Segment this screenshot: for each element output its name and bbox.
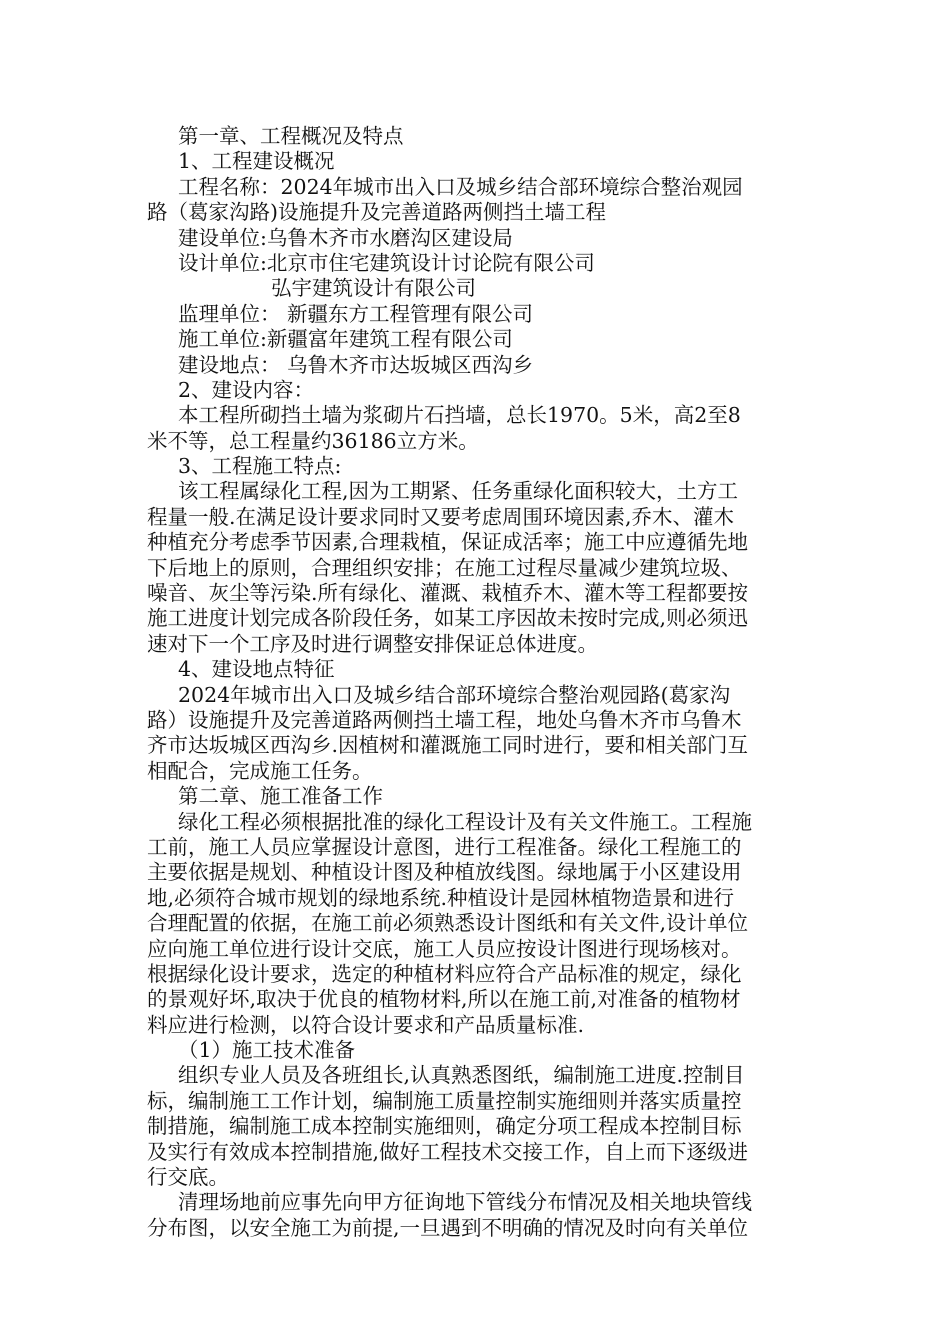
text-line: 监理单位： 新疆东方工程管理有限公司 [178, 301, 534, 326]
text-line: 施工进度计划完成各阶段任务，如某工序因故未按时完成,则必须迅 [147, 606, 749, 631]
text-line: 的景观好坏,取决于优良的植物材料,所以在施工前,对准备的植物材 [147, 987, 741, 1012]
text-line: 工程名称：2024年城市出入口及城乡结合部环境综合整治观园 [178, 174, 743, 199]
text-line: （1）施工技术准备 [178, 1038, 356, 1063]
text-line: 制措施，编制施工成本控制实施细则，确定分项工程成本控制目标 [147, 1114, 742, 1139]
text-line: 设计单位:北京市住宅建筑设计讨论院有限公司 [178, 250, 595, 275]
text-line: 料应进行检测，以符合设计要求和产品质量标准. [147, 1012, 585, 1037]
text-line: 清理场地前应事先向甲方征询地下管线分布情况及相关地块管线 [178, 1190, 752, 1215]
text-line: 米不等，总工程量约36186立方米。 [147, 428, 479, 453]
text-line: 标，编制施工工作计划，编制施工质量控制实施细则并落实质量控 [147, 1088, 742, 1113]
text-line: 建设地点： 乌鲁木齐市达坂城区西沟乡 [178, 352, 534, 377]
text-line: 1、工程建设概况 [178, 149, 335, 174]
text-line: 绿化工程必须根据批准的绿化工程设计及有关文件施工。工程施 [178, 809, 752, 834]
text-line: 程量一般.在满足设计要求同时又要考虑周围环境因素,乔木、灌木 [147, 504, 735, 529]
text-line: 建设单位:乌鲁木齐市水磨沟区建设局 [178, 225, 513, 250]
text-line: 4、建设地点特征 [178, 657, 335, 682]
text-line: 2、建设内容： [178, 377, 315, 402]
text-line: 工前，施工人员应掌握设计意图，进行工程准备。绿化工程施工的 [147, 834, 742, 859]
text-line: 合理配置的依据，在施工前必须熟悉设计图纸和有关文件,设计单位 [147, 911, 749, 936]
text-line: 及实行有效成本控制措施,做好工程技术交接工作，自上而下逐级进 [147, 1139, 749, 1164]
text-line: 根据绿化设计要求，选定的种植材料应符合产品标准的规定，绿化 [147, 961, 742, 986]
text-line: 路）设施提升及完善道路两侧挡土墙工程，地处乌鲁木齐市乌鲁木 [147, 707, 742, 732]
text-line: 种植充分考虑季节因素,合理栽植，保证成活率；施工中应遵循先地 [147, 530, 749, 555]
text-line: 齐市达坂城区西沟乡.因植树和灌溉施工同时进行，要和相关部门互 [147, 733, 749, 758]
text-line: 行交底。 [147, 1165, 229, 1190]
text-line: 3、工程施工特点: [178, 454, 342, 479]
text-line: 应向施工单位进行设计交底，施工人员应按设计图进行现场核对。 [147, 936, 742, 961]
text-line: 主要依据是规划、种植设计图及种植放线图。绿地属于小区建设用 [147, 860, 742, 885]
text-line: 第一章、工程概况及特点 [178, 124, 404, 148]
text-line: 2024年城市出入口及城乡结合部环境综合整治观园路(葛家沟 [178, 682, 731, 707]
document-body [147, 124, 807, 1241]
text-line: 第二章、施工准备工作 [178, 784, 383, 809]
text-line: 组织专业人员及各班组长,认真熟悉图纸，编制施工进度.控制目 [178, 1063, 745, 1088]
text-line: 本工程所砌挡土墙为浆砌片石挡墙，总长1970。5米，高2至8 [178, 403, 741, 428]
text-line: 路（葛家沟路)设施提升及完善道路两侧挡土墙工程 [147, 200, 606, 225]
text-line: 施工单位:新疆富年建筑工程有限公司 [178, 327, 513, 352]
text-line: 分布图，以安全施工为前提,一旦遇到不明确的情况及时向有关单位 [147, 1215, 749, 1240]
text-line: 该工程属绿化工程,因为工期紧、任务重绿化面积较大，土方工 [178, 479, 739, 504]
text-line: 相配合，完成施工任务。 [147, 758, 373, 783]
text-line: 下后地上的原则，合理组织安排；在施工过程尽量减少建筑垃圾、 [147, 555, 742, 580]
text-line: 弘宇建筑设计有限公司 [271, 276, 476, 301]
text-line: 地,必须符合城市规划的绿地系统.种植设计是园林植物造景和进行 [147, 885, 735, 910]
text-line: 噪音、灰尘等污染.所有绿化、灌溉、栽植乔木、灌木等工程都要按 [147, 581, 749, 606]
text-line: 速对下一个工序及时进行调整安排保证总体进度。 [147, 631, 598, 656]
